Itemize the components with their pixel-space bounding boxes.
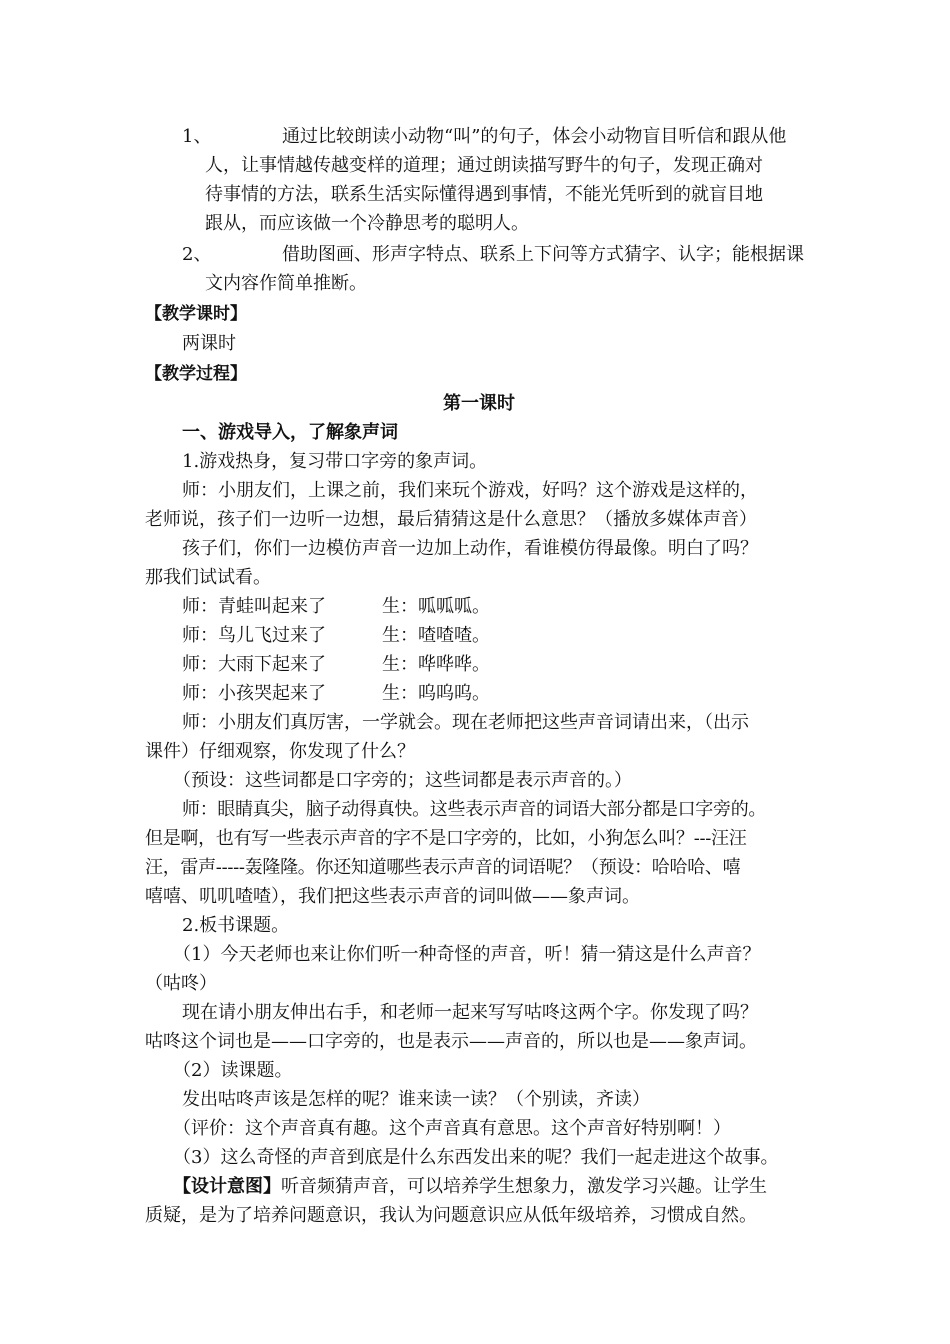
paragraph-imitate-1: 孩子们，你们一边模仿声音一边加上动作，看谁模仿得最像。明白了吗？ xyxy=(182,538,758,559)
paragraph-how-read: 发出咕咚声该是怎样的呢？谁来读一读？（个别读，齐读） xyxy=(182,1089,650,1110)
dialog-teacher: 师：小孩哭起来了 xyxy=(182,683,326,704)
objective-1-line-3: 待事情的方法，联系生活实际懂得遇到事情，不能光凭听到的就盲目地 xyxy=(205,184,763,205)
paragraph-teacher-intro-2: 老师说，孩子们一边听一边想，最后猜猜这是什么意思？（播放多媒体声音） xyxy=(145,509,757,530)
dialog-student: 生：喳喳喳。 xyxy=(382,625,490,646)
document-body xyxy=(145,122,813,1230)
paragraph-explain-3: 汪，雷声-----轰隆隆。你还知道哪些表示声音的词语呢？（预设：哈哈哈、嘻 xyxy=(145,857,741,878)
dialog-teacher: 师：大雨下起来了 xyxy=(182,654,326,675)
paragraph-design-intent-2: 质疑，是为了培养问题意识，我认为问题意识应从低年级培养，习惯成自然。 xyxy=(145,1205,757,1226)
dialog-student: 生：呱呱呱。 xyxy=(382,596,490,617)
dialog-student: 生：呜呜呜。 xyxy=(382,683,490,704)
lesson-title: 第一课时 xyxy=(443,393,515,414)
paragraph-story-intro: （3）这么奇怪的声音到底是什么东西发出来的呢？我们一起走进这个故事。 xyxy=(173,1147,779,1168)
dialog-teacher: 师：鸟儿飞过来了 xyxy=(182,625,326,646)
paragraph-write-2: 咕咚这个词也是——口字旁的，也是表示——声音的，所以也是——象声词。 xyxy=(145,1031,757,1052)
dialog-row xyxy=(145,592,813,621)
paragraph-explain-2: 但是啊，也有写一些表示声音的字不是口字旁的，比如，小狗怎么叫？---汪汪 xyxy=(145,828,747,849)
dialog-row xyxy=(145,679,813,708)
objective-1-line-1: 通过比较朗读小动物“叫”的句子，体会小动物盲目听信和跟从他 xyxy=(282,126,787,147)
objective-2 xyxy=(145,240,813,298)
paragraph-observe-1: 师：小朋友们真厉害，一学就会。现在老师把这些声音词请出来，（出示 xyxy=(182,712,749,733)
dialog-row xyxy=(145,650,813,679)
paragraph-preset: （预设：这些词都是口字旁的；这些词都是表示声音的。） xyxy=(173,770,632,791)
dialog-row xyxy=(145,621,813,650)
paragraph-board-title: 2.板书课题。 xyxy=(182,915,290,936)
paragraph-explain-4: 嘻嘻、叽叽喳喳），我们把这些表示声音的词叫做——象声词。 xyxy=(145,886,640,907)
paragraph-design-intent-1 xyxy=(145,1172,813,1201)
objective-1-line-4: 跟从，而应该做一个冷静思考的聪明人。 xyxy=(205,213,529,234)
objective-1-number: 1、 xyxy=(182,126,212,147)
paragraph-observe-2: 课件）仔细观察，你发现了什么？ xyxy=(145,741,415,762)
paragraph-explain-1: 师：眼睛真尖，脑子动得真快。这些表示声音的词语大部分都是口字旁的。 xyxy=(182,799,767,820)
dialog-student: 生：哗哗哗。 xyxy=(382,654,490,675)
objective-1-line-2: 人，让事情越传越变样的道理；通过朗读描写野牛的句子，发现正确对 xyxy=(205,155,763,176)
paragraph-evaluation: （评价：这个声音真有趣。这个声音真有意思。这个声音好特别啊！） xyxy=(173,1118,731,1139)
teaching-hours-value: 两课时 xyxy=(182,333,236,354)
design-intent-text-1: 听音频猜声音，可以培养学生想象力，激发学习兴趣。让学生 xyxy=(281,1176,767,1197)
heading-teaching-process: 【教学过程】 xyxy=(145,364,247,384)
heading-teaching-hours: 【教学课时】 xyxy=(145,304,247,324)
paragraph-write-1: 现在请小朋友伸出右手，和老师一起来写写咕咚这两个字。你发现了吗？ xyxy=(182,1002,758,1023)
objective-2-line-2: 文内容作简单推断。 xyxy=(205,273,367,294)
paragraph-imitate-2: 那我们试试看。 xyxy=(145,567,271,588)
dialog-teacher: 师：青蛙叫起来了 xyxy=(182,596,326,617)
paragraph-warmup: 1.游戏热身，复习带口字旁的象声词。 xyxy=(182,451,488,472)
paragraph-listen-2: （咕咚） xyxy=(145,973,217,994)
objective-2-number: 2、 xyxy=(182,244,212,265)
paragraph-read-title: （2）读课题。 xyxy=(173,1060,293,1081)
part1-title: 一、游戏导入，了解象声词 xyxy=(182,422,398,443)
paragraph-listen-1: （1）今天老师也来让你们听一种奇怪的声音，听！猜一猜这是什么声音？ xyxy=(173,944,761,965)
design-intent-label: 【设计意图】 xyxy=(173,1176,281,1197)
paragraph-teacher-intro-1: 师：小朋友们，上课之前，我们来玩个游戏，好吗？这个游戏是这样的， xyxy=(182,480,758,501)
objective-2-line-1: 借助图画、形声字特点、联系上下问等方式猜字、认字；能根据课 xyxy=(282,244,804,265)
objective-1 xyxy=(145,122,813,238)
